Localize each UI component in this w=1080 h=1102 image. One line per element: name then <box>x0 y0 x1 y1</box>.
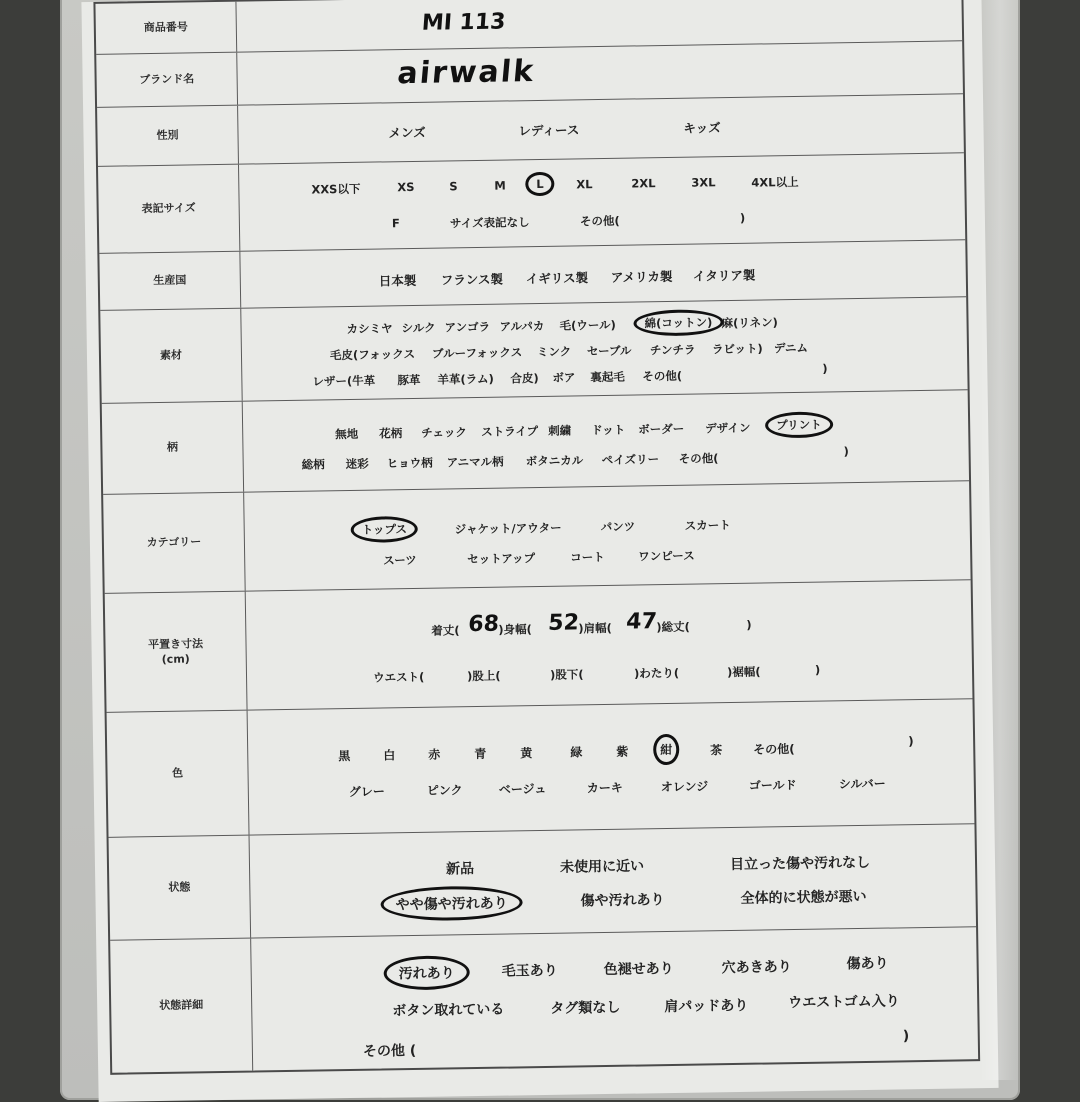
pattern-option[interactable]: ボーダー <box>638 421 685 437</box>
size-option[interactable]: F <box>391 216 400 231</box>
material-other-open[interactable]: その他( <box>642 368 683 384</box>
color-option[interactable]: 黒 <box>338 749 351 764</box>
detail-option[interactable]: 傷あり <box>846 955 889 973</box>
label-origin: 生産国 <box>99 252 241 310</box>
detail-option[interactable]: 毛玉あり <box>501 962 558 980</box>
detail-option[interactable]: 色褪せあり <box>603 960 674 979</box>
label-category: カテゴリー <box>103 493 246 593</box>
color-option[interactable]: 紫 <box>616 744 629 759</box>
row-detail <box>110 927 978 1073</box>
color-option[interactable]: ベージュ <box>498 781 547 797</box>
detail-option[interactable]: 肩パッドあり <box>664 997 749 1016</box>
pattern-option[interactable]: 無地 <box>335 426 359 442</box>
color-option[interactable]: 青 <box>474 746 487 762</box>
condition-option-selected[interactable]: やや傷や汚れあり <box>380 885 523 921</box>
row-measure <box>105 580 973 713</box>
color-option[interactable]: グレー <box>348 784 385 800</box>
category-option[interactable]: ジャケット/アウター <box>454 520 562 537</box>
material-option[interactable]: ボア <box>552 370 576 385</box>
form-sheet <box>81 0 998 1102</box>
size-other-close: ) <box>739 210 746 225</box>
label-product-no: 商品番号 <box>95 2 237 54</box>
label-pattern: 柄 <box>102 402 244 494</box>
material-option[interactable]: 合皮) <box>510 371 539 386</box>
material-option[interactable]: 毛(ウール) <box>559 317 616 333</box>
measure-length-label: 着丈( <box>431 623 460 638</box>
pattern-option[interactable]: ボタニカル <box>525 453 584 469</box>
pattern-option[interactable]: ペイズリー <box>601 452 660 468</box>
detail-other-open[interactable]: その他 ( <box>362 1043 417 1060</box>
measure-total-label: )総丈( <box>656 619 690 635</box>
material-option[interactable]: 裏起毛 <box>590 369 625 385</box>
row-condition <box>109 824 977 941</box>
row-color <box>107 699 975 838</box>
pattern-other-open[interactable]: その他( <box>678 451 719 466</box>
color-other-close: ) <box>908 734 914 749</box>
label-material: 素材 <box>100 309 242 403</box>
pattern-option[interactable]: 刺繍 <box>548 423 572 438</box>
pattern-other-close: ) <box>843 444 849 459</box>
size-option[interactable]: XL <box>576 177 593 192</box>
size-option-selected[interactable]: L <box>525 172 555 196</box>
color-option[interactable]: 赤 <box>428 747 441 762</box>
measure-inseam-label[interactable]: )股下( <box>549 667 584 682</box>
measure-unit: (cm) <box>161 652 190 666</box>
color-option[interactable]: 緑 <box>570 745 583 760</box>
color-option[interactable]: ゴールド <box>748 778 797 793</box>
pattern-option[interactable]: ドット <box>591 422 626 438</box>
origin-option[interactable]: 日本製 <box>378 272 417 289</box>
pattern-option[interactable]: 総柄 <box>301 457 325 472</box>
sleeve-glare <box>980 0 1020 1080</box>
color-option[interactable]: 白 <box>383 748 396 763</box>
material-option[interactable]: ラビット) <box>711 341 763 357</box>
material-option[interactable]: 毛皮(フォックス <box>329 346 416 363</box>
size-option[interactable]: M <box>494 178 506 193</box>
color-option[interactable]: 茶 <box>710 743 723 758</box>
size-option[interactable]: XS <box>397 179 415 195</box>
color-option-selected[interactable]: 紺 <box>653 734 679 765</box>
condition-option[interactable]: 全体的に状態が悪い <box>740 888 867 907</box>
pattern-option[interactable]: 花柄 <box>379 426 403 441</box>
size-option[interactable]: 4XL以上 <box>751 174 799 190</box>
product-no-value[interactable]: MI 113 <box>420 9 507 36</box>
label-detail: 状態詳細 <box>110 939 253 1073</box>
detail-option[interactable]: タグ類なし <box>550 999 621 1017</box>
label-gender: 性別 <box>97 106 239 166</box>
row-pattern <box>102 390 969 495</box>
label-condition: 状態 <box>109 836 252 940</box>
measure-shoulder-label: )肩幅( <box>578 620 612 636</box>
label-brand: ブランド名 <box>96 53 238 107</box>
detail-option[interactable]: ボタン取れている <box>392 1001 505 1020</box>
size-option[interactable]: 2XL <box>631 176 656 191</box>
gender-option[interactable]: レディース <box>518 122 580 139</box>
row-material <box>100 297 967 404</box>
pattern-option[interactable]: ストライプ <box>481 424 539 439</box>
category-option[interactable]: ワンピース <box>638 548 695 564</box>
condition-option[interactable]: 未使用に近い <box>559 858 645 876</box>
size-option[interactable]: 3XL <box>691 175 716 190</box>
color-option[interactable]: 黄 <box>520 746 533 761</box>
category-option[interactable]: スカート <box>684 518 731 533</box>
pattern-option[interactable]: アニマル柄 <box>446 454 504 470</box>
pattern-option[interactable]: チェック <box>421 425 467 440</box>
condition-option[interactable]: 傷や汚れあり <box>580 892 665 910</box>
material-other-close: ) <box>822 361 828 376</box>
measure-total-close: ) <box>746 617 752 632</box>
material-option[interactable]: 麻(リネン) <box>721 315 778 331</box>
color-option[interactable]: オレンジ <box>660 779 709 795</box>
measure-waist-label[interactable]: ウエスト( <box>372 669 425 685</box>
material-option[interactable]: レザー(牛革 <box>312 373 376 389</box>
material-option[interactable]: セーブル <box>586 343 632 359</box>
material-option[interactable]: カシミヤ <box>346 321 393 337</box>
material-option[interactable]: ブルーフォックス <box>431 345 523 361</box>
measure-hem-close: ) <box>814 662 821 677</box>
measure-width-value[interactable]: 52 <box>547 610 580 636</box>
color-option[interactable]: ピンク <box>426 783 463 798</box>
measure-length-value[interactable]: 68 <box>467 611 500 638</box>
material-option[interactable]: デニム <box>773 340 809 356</box>
row-size <box>98 153 965 254</box>
gender-option[interactable]: メンズ <box>388 124 426 141</box>
material-option-selected[interactable]: 綿(コットン) <box>633 309 723 336</box>
category-option[interactable]: スーツ <box>383 552 417 568</box>
material-option[interactable]: チンチラ <box>649 342 696 358</box>
measure-width-label: )身幅( <box>498 622 532 637</box>
detail-option-selected[interactable]: 汚れあり <box>383 955 470 990</box>
product-form <box>93 0 980 1075</box>
category-option[interactable]: セットアップ <box>467 551 536 567</box>
brand-value[interactable]: airwalk <box>396 53 537 92</box>
origin-option[interactable]: フランス製 <box>440 271 504 288</box>
measure-hem-label[interactable]: )裾幅( <box>726 664 761 680</box>
gender-option[interactable]: キッズ <box>683 120 721 136</box>
detail-option[interactable]: ウエストゴム入り <box>788 993 900 1012</box>
condition-option[interactable]: 目立った傷や汚れなし <box>729 854 871 874</box>
material-option[interactable]: 豚革 <box>397 372 421 388</box>
category-option-selected[interactable]: トップス <box>351 516 419 543</box>
material-option[interactable]: シルク <box>401 320 436 336</box>
color-option[interactable]: カーキ <box>586 780 623 796</box>
material-option[interactable]: アンゴラ <box>444 319 491 335</box>
pattern-option[interactable]: デザイン <box>705 420 751 436</box>
pattern-option[interactable]: 迷彩 <box>345 456 369 472</box>
origin-option[interactable]: アメリカ製 <box>610 268 673 285</box>
origin-option[interactable]: イギリス製 <box>525 270 589 287</box>
size-option[interactable]: XXS以下 <box>311 181 361 197</box>
label-size: 表記サイズ <box>98 165 240 253</box>
size-option[interactable]: S <box>449 179 458 194</box>
measure-shoulder-value[interactable]: 47 <box>625 609 658 635</box>
measure-rise-label[interactable]: )股上( <box>466 668 501 684</box>
material-option[interactable]: ミンク <box>536 344 572 360</box>
size-option[interactable]: サイズ表記なし <box>449 215 530 231</box>
detail-option[interactable]: 穴あきあり <box>721 959 792 977</box>
origin-option[interactable]: イタリア製 <box>692 267 756 284</box>
color-option[interactable]: シルバー <box>838 776 886 792</box>
label-color: 色 <box>107 711 250 837</box>
pattern-option[interactable]: ヒョウ柄 <box>386 455 433 471</box>
category-option[interactable]: コート <box>570 549 605 565</box>
detail-other-close: ) <box>902 1028 910 1045</box>
material-option[interactable]: アルパカ <box>499 318 545 334</box>
size-other-open[interactable]: その他( <box>579 213 620 229</box>
measure-thigh-label[interactable]: )わたり( <box>633 665 680 681</box>
material-option[interactable]: 羊革(ラム) <box>437 371 494 387</box>
condition-option[interactable]: 新品 <box>445 861 475 878</box>
pattern-option-selected[interactable]: プリント <box>765 411 833 438</box>
label-measure <box>105 592 248 712</box>
color-other-open[interactable]: その他( <box>753 742 795 757</box>
category-option[interactable]: パンツ <box>600 519 636 535</box>
measure-label-text: 平置き寸法 <box>147 636 204 651</box>
row-category <box>103 481 970 594</box>
